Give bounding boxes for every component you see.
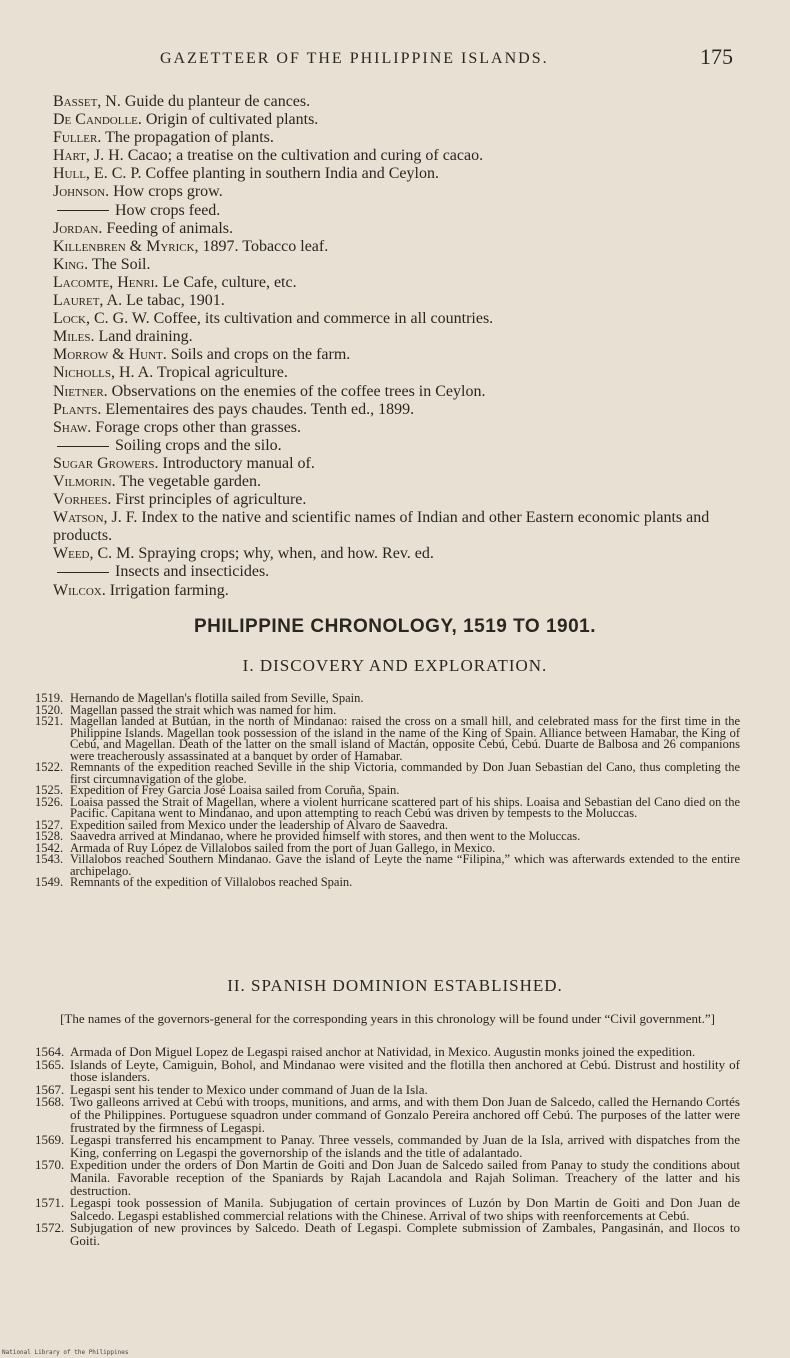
- chronology-entry: [35, 877, 740, 889]
- entry-year: 1543.: [35, 852, 64, 866]
- entry-text: Saavedra arrived at Mindanao, where he provided himself with stores, and then went to the Moluccas.: [70, 829, 581, 843]
- entry-text: Magellan passed the strait which was named for him.: [70, 702, 337, 717]
- bibliography-author: Weed, C. M.: [53, 545, 135, 563]
- bibliography-entry: [53, 473, 743, 491]
- bibliography-author: Killenbren & Myrick, 1897.: [53, 237, 239, 255]
- entry-year: 1569.: [35, 1132, 65, 1148]
- entry-text: Subjugation of new provinces by Salcedo. Death of Legaspi. Complete submission of Zambales, Pangasinán, and Ilocos to Goiti.: [70, 1220, 740, 1248]
- bibliography-title: Guide du planteur de cances.: [124, 93, 311, 110]
- bibliography-title: Introductory manual of.: [162, 454, 315, 472]
- entry-year: 1571.: [35, 1195, 65, 1211]
- bibliography-title: Insects and insecticides.: [115, 563, 270, 581]
- bibliography-entry: [53, 582, 743, 600]
- bibliography-author: Hull, E. C. P.: [53, 165, 142, 183]
- bibliography-entry: [53, 364, 743, 382]
- chronology-entry: [35, 1096, 740, 1134]
- bibliography-author: Nicholls, H. A.: [53, 364, 154, 382]
- chronology-entry: [35, 762, 740, 785]
- bibliography-title: Tobacco leaf.: [242, 237, 329, 255]
- chronology-entry: [35, 794, 740, 820]
- bibliography-title: How crops grow.: [113, 183, 223, 201]
- bibliography-entry: [53, 401, 743, 419]
- ditto-dash: [57, 210, 109, 211]
- bibliography-entry: [53, 165, 743, 183]
- bibliography-author: Hart, J. H.: [53, 147, 124, 165]
- bibliography-title: Elementaires des pays chaudes. Tenth ed., 1899.: [105, 400, 415, 418]
- bibliography-author: Wilcox.: [53, 581, 106, 599]
- chronology-entry: [35, 1134, 740, 1159]
- bibliography-author: Vorhees.: [53, 491, 112, 509]
- bibliography-author: Lauret, A.: [53, 292, 123, 310]
- entry-text: Expedition of Frey Garcia José Loaisa sailed from Coruña, Spain.: [70, 783, 400, 797]
- bibliography-entry: [53, 238, 743, 256]
- entry-text: Armada of Don Miguel Lopez de Legaspi raised anchor at Natividad, in Mexico. Augustin monks joined the expedition.: [70, 1044, 696, 1059]
- bibliography-entry: [53, 310, 743, 328]
- ditto-dash: [57, 446, 109, 447]
- library-footer: National Library of the Philippines: [2, 1349, 129, 1356]
- entry-year: 1525.: [35, 783, 64, 797]
- entry-year: 1572.: [35, 1220, 65, 1236]
- bibliography-author: Watson, J. F.: [53, 509, 138, 527]
- bibliography-entry: [53, 545, 743, 563]
- bibliography-title: The vegetable garden.: [119, 472, 262, 490]
- chronology-entry: [35, 716, 740, 762]
- entry-text: Islands of Leyte, Camiguin, Bohol, and Mindanao were visited and the flotilla then anchored at Cebú. Distrust and hostility of those islanders.: [70, 1056, 740, 1085]
- bibliography-author: Miles.: [53, 328, 95, 346]
- entry-year: 1519.: [35, 691, 64, 705]
- bibliography-author: Nietner.: [53, 382, 108, 400]
- bibliography-title: Irrigation farming.: [109, 581, 229, 599]
- bibliography-title: Le tabac, 1901.: [126, 292, 225, 310]
- entry-year: 1570.: [35, 1157, 65, 1173]
- chronology-entry: [35, 1056, 740, 1085]
- bibliography-entry: [53, 111, 743, 129]
- bibliography-title: How crops feed.: [115, 201, 221, 219]
- bibliography-title: Coffee planting in southern India and Ceylon.: [145, 165, 439, 183]
- bibliography-entry: [53, 563, 743, 581]
- bibliography-author: Lock, C. G. W.: [53, 310, 150, 328]
- bibliography-author: Lacomte, Henri.: [53, 273, 159, 291]
- bibliography-entry: [53, 256, 743, 274]
- ditto-dash: [57, 572, 109, 573]
- entry-year: 1526.: [35, 794, 64, 809]
- bibliography-title: Index to the native and scientific names of Indian and other Eastern economic plants and products.: [53, 509, 710, 545]
- bibliography-title: Tropical agriculture.: [156, 364, 288, 382]
- entry-text: Magellan landed at Butúan, in the north of Mindanao: raised the cross on a small hill, and celebrated mass for the first time in the Philippine Islands. Magellan took possession of the island in the name of the King of Spain. Alliance between Hamabar, the King of Cebú, and Magellan. Death of the latter on the small island of Mactán, opposite Cebú, Cebú. Duarte de Balbosa and 26 companions were treacherously assassinated at a banquet by order of Hamabar.: [70, 714, 740, 763]
- bibliography-title: Origin of cultivated plants.: [145, 111, 319, 129]
- bibliography-entry: [53, 183, 743, 201]
- bibliography-title: Observations on the enemies of the coffee trees in Ceylon.: [111, 382, 486, 400]
- bibliography-title: The Soil.: [91, 255, 151, 273]
- bibliography-entry: [53, 437, 743, 455]
- entry-text: Two galleons arrived at Cebú with troops, munitions, and arms, and with them Don Juan de Salcedo, called the Hernando Cortés of the Philippines. Portuguese squadron under command of Gonzalo Pereira anchored off Cebú. The purposes of the latter were frustrated by the firmness of Legaspi.: [70, 1094, 740, 1135]
- section-heading-discovery: I. DISCOVERY AND EXPLORATION.: [242, 656, 548, 675]
- chronology-entry: [35, 1197, 740, 1222]
- chronology-list-discovery: [35, 693, 740, 889]
- section-heading-spanish-dominion: II. SPANISH DOMINION ESTABLISHED.: [227, 976, 563, 995]
- entry-text: Villalobos reached Southern Mindanao. Gave the island of Leyte the name “Filipina,” which was afterwards extended to the entire archipelago.: [70, 852, 740, 878]
- bibliography-author: De Candolle.: [53, 111, 142, 129]
- bibliography-entry: [53, 129, 743, 147]
- entry-text: Legaspi transferred his encampment to Panay. Three vessels, commanded by Juan de la Isla, arrived with dispatches from the King, conferring on Legaspi the governorship of the islands and the title of adalantado.: [70, 1132, 740, 1160]
- bibliography-entry: [53, 328, 743, 346]
- entry-year: 1564.: [35, 1044, 65, 1059]
- entry-year: 1542.: [35, 840, 64, 855]
- entry-text: Hernando de Magellan's flotilla sailed from Seville, Spain.: [70, 691, 364, 705]
- entry-year: 1522.: [35, 760, 64, 774]
- chronology-entry: [35, 1222, 740, 1247]
- bibliography-entry: [53, 147, 743, 165]
- entry-text: Remnants of the expedition of Villalobos reached Spain.: [70, 875, 353, 889]
- entry-text: Expedition sailed from Mexico under the leadership of Alvaro de Saavedra.: [70, 817, 449, 832]
- bibliography-entry: [53, 491, 743, 509]
- bibliography-author: Fuller.: [53, 129, 102, 147]
- bibliography-title: Soiling crops and the silo.: [115, 436, 282, 454]
- entry-year: 1549.: [35, 875, 64, 889]
- bibliography-entry: [53, 220, 743, 238]
- bibliography-title: Soils and crops on the farm.: [170, 346, 351, 364]
- bibliography-list: [53, 93, 743, 600]
- bibliography-title: Cacao; a treatise on the cultivation and curing of cacao.: [127, 147, 484, 165]
- bibliography-title: The propagation of plants.: [105, 129, 274, 147]
- bibliography-author: Shaw.: [53, 418, 92, 436]
- page-number: 175: [700, 44, 733, 69]
- bibliography-author: Plants.: [53, 400, 102, 418]
- entry-year: 1565.: [35, 1056, 65, 1072]
- bibliography-entry: [53, 93, 743, 111]
- bibliography-entry: [53, 202, 743, 220]
- bibliography-entry: [53, 509, 743, 545]
- entry-text: Legaspi took possession of Manila. Subjugation of certain provinces of Luzón by Don Martin de Goiti and Don Juan de Salcedo. Legaspi established commercial relations with the Chinese. Arrival of two ships with reenforcements at Cebú.: [70, 1195, 740, 1223]
- entry-text: Armada of Ruy López de Villalobos sailed from the port of Juan Gallego, in Mexico.: [70, 840, 496, 855]
- chronology-entry: [35, 1159, 740, 1197]
- bibliography-title: Coffee, its cultivation and commerce in all countries.: [153, 310, 494, 328]
- bibliography-entry: [53, 383, 743, 401]
- chronology-entry: [35, 854, 740, 877]
- entry-text: Remnants of the expedition reached Seville in the ship Victoria, commanded by Don Juan Sebastian del Cano, thus completing the first circumnavigation of the globe.: [70, 760, 740, 786]
- bibliography-author: Vilmorin.: [53, 472, 116, 490]
- bibliography-title: Le Cafe, culture, etc.: [162, 273, 297, 291]
- chronology-list-spanish-dominion: [35, 1046, 740, 1248]
- bibliography-entry: [53, 346, 743, 364]
- chronology-heading: PHILIPPINE CHRONOLOGY, 1519 TO 1901.: [194, 616, 596, 637]
- entry-year: 1568.: [35, 1094, 65, 1110]
- bibliography-author: King.: [53, 255, 89, 273]
- bibliography-title: First principles of agriculture.: [115, 491, 307, 509]
- running-title: GAZETTEER OF THE PHILIPPINE ISLANDS.: [160, 50, 549, 67]
- entry-year: 1520.: [35, 702, 64, 717]
- entry-year: 1567.: [35, 1081, 65, 1097]
- entry-year: 1521.: [35, 714, 64, 728]
- bibliography-author: Jordan.: [53, 219, 103, 237]
- bibliography-entry: [53, 292, 743, 310]
- bibliography-title: Land draining.: [98, 328, 193, 346]
- bibliography-entry: [53, 419, 743, 437]
- bibliography-title: Spraying crops; why, when, and how. Rev. ed.: [138, 545, 434, 563]
- bibliography-author: Johnson.: [53, 183, 110, 201]
- bibliography-title: Feeding of animals.: [106, 219, 233, 237]
- bibliography-title: Forage crops other than grasses.: [95, 418, 302, 436]
- entry-text: Expedition under the orders of Don Martin de Goiti and Don Juan de Salcedo sailed from Panay to study the conditions about Manila. Favorable reception of the Spaniards by Rajah Lacandola and Rajah Soliman. Treachery of the latter and his destruction.: [70, 1157, 740, 1198]
- section-note: [The names of the governors-general for the corresponding years in this chronology will be found under “Civil government.”]: [60, 1011, 715, 1026]
- entry-text: Legaspi sent his tender to Mexico under command of Juan de la Isla.: [70, 1081, 428, 1097]
- bibliography-author: Basset, N.: [53, 93, 121, 110]
- bibliography-author: Sugar Growers.: [53, 454, 159, 472]
- entry-year: 1527.: [35, 817, 64, 832]
- entry-text: Loaisa passed the Strait of Magellan, where a violent hurricane scattered part of his ships. Loaisa and Sebastian del Cano died on the Pacific. Capitana went to Mindanao, and upon attempting to reach Cebú was driven by tempests to the Moluccas.: [70, 794, 740, 820]
- bibliography-author: Morrow & Hunt.: [53, 346, 167, 364]
- entry-year: 1528.: [35, 829, 64, 843]
- bibliography-entry: [53, 274, 743, 292]
- bibliography-entry: [53, 455, 743, 473]
